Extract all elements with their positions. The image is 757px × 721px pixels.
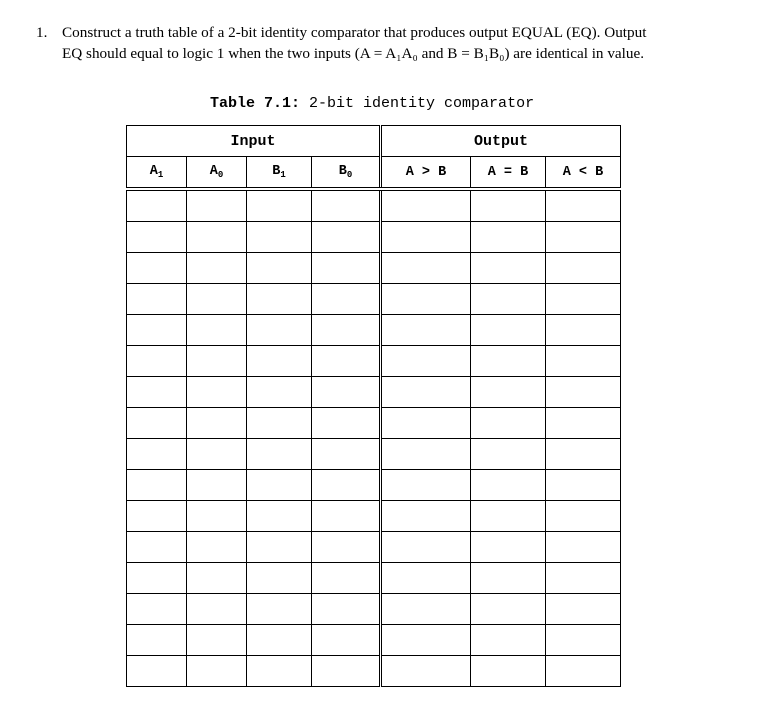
column-header-label: A < B [562, 164, 604, 180]
input-group-header: Input [127, 126, 381, 157]
table-cell[interactable] [247, 253, 312, 284]
table-cell[interactable] [127, 563, 187, 594]
table-cell[interactable] [187, 439, 247, 470]
table-cell[interactable] [312, 377, 381, 408]
table-cell[interactable] [247, 189, 312, 222]
table-cell[interactable] [127, 346, 187, 377]
column-header [247, 157, 312, 190]
table-cell[interactable] [187, 532, 247, 563]
table-cell[interactable] [247, 594, 312, 625]
column-header-subscript: 0 [217, 170, 224, 180]
table-cell[interactable] [247, 439, 312, 470]
table-row [127, 315, 621, 346]
table-cell[interactable] [312, 594, 381, 625]
table-row [127, 470, 621, 501]
table-row [127, 408, 621, 439]
table-cell[interactable] [471, 594, 546, 625]
table-cell[interactable] [471, 222, 546, 253]
table-cell[interactable] [312, 439, 381, 470]
table-cell[interactable] [247, 625, 312, 656]
table-row [127, 439, 621, 470]
table-cell[interactable] [127, 377, 187, 408]
table-cell[interactable] [381, 656, 471, 687]
table-caption-text: 2-bit identity comparator [309, 95, 535, 112]
table-cell[interactable] [471, 377, 546, 408]
table-cell[interactable] [312, 625, 381, 656]
question-number: 1. [36, 24, 48, 41]
table-row [127, 656, 621, 687]
table-cell[interactable] [471, 346, 546, 377]
table-row [127, 501, 621, 532]
table-cell[interactable] [546, 377, 621, 408]
table-cell[interactable] [471, 501, 546, 532]
column-header-label: A = B [487, 164, 529, 180]
column-header-subscript: 1 [157, 170, 164, 180]
table-caption [210, 95, 534, 112]
table-cell[interactable] [127, 408, 187, 439]
column-header-label: A [209, 164, 218, 179]
table-caption-label: Table 7.1: [210, 95, 301, 112]
table-cell[interactable] [312, 408, 381, 439]
table-cell[interactable] [127, 222, 187, 253]
table-cell[interactable] [381, 501, 471, 532]
table-cell[interactable] [471, 315, 546, 346]
table-cell[interactable] [187, 189, 247, 222]
table-cell[interactable] [247, 222, 312, 253]
table-cell[interactable] [127, 315, 187, 346]
table-cell[interactable] [127, 625, 187, 656]
table-cell[interactable] [546, 222, 621, 253]
table-cell[interactable] [381, 625, 471, 656]
table-cell[interactable] [381, 253, 471, 284]
table-cell[interactable] [381, 315, 471, 346]
table-cell[interactable] [546, 563, 621, 594]
table-cell[interactable] [471, 470, 546, 501]
table-cell[interactable] [187, 501, 247, 532]
table-cell[interactable] [187, 408, 247, 439]
table-cell[interactable] [471, 439, 546, 470]
table-cell[interactable] [247, 656, 312, 687]
table-row [127, 625, 621, 656]
table-cell[interactable] [546, 189, 621, 222]
table-cell[interactable] [381, 346, 471, 377]
table-cell[interactable] [312, 189, 381, 222]
table-row [127, 253, 621, 284]
table-cell[interactable] [312, 284, 381, 315]
table-cell[interactable] [381, 563, 471, 594]
table-row [127, 377, 621, 408]
table-cell[interactable] [381, 532, 471, 563]
table-row [127, 594, 621, 625]
table-cell[interactable] [381, 284, 471, 315]
table-cell[interactable] [546, 594, 621, 625]
table-cell[interactable] [471, 656, 546, 687]
table-cell[interactable] [381, 470, 471, 501]
table-cell[interactable] [247, 408, 312, 439]
table-cell[interactable] [312, 315, 381, 346]
table-cell[interactable] [381, 377, 471, 408]
table-cell[interactable] [187, 253, 247, 284]
table-cell[interactable] [546, 501, 621, 532]
column-header [187, 157, 247, 190]
question-text [62, 22, 732, 64]
table-cell[interactable] [187, 563, 247, 594]
table-cell[interactable] [312, 222, 381, 253]
table-cell[interactable] [127, 253, 187, 284]
table-cell[interactable] [471, 625, 546, 656]
table-cell[interactable] [546, 470, 621, 501]
column-header [546, 157, 621, 190]
table-cell[interactable] [546, 408, 621, 439]
column-header [381, 157, 471, 190]
table-cell[interactable] [247, 315, 312, 346]
table-cell[interactable] [187, 377, 247, 408]
column-header-label: A [149, 164, 158, 179]
table-cell[interactable] [546, 625, 621, 656]
table-cell[interactable] [127, 656, 187, 687]
table-cell[interactable] [546, 439, 621, 470]
table-cell[interactable] [247, 346, 312, 377]
table-cell[interactable] [471, 253, 546, 284]
table-cell[interactable] [127, 439, 187, 470]
table-cell[interactable] [187, 346, 247, 377]
truth-table [126, 125, 621, 687]
table-cell[interactable] [471, 189, 546, 222]
table-cell[interactable] [127, 594, 187, 625]
table-cell[interactable] [247, 377, 312, 408]
table-cell[interactable] [471, 284, 546, 315]
table-cell[interactable] [247, 284, 312, 315]
table-cell[interactable] [127, 470, 187, 501]
table-cell[interactable] [127, 501, 187, 532]
table-cell[interactable] [381, 222, 471, 253]
table-cell[interactable] [312, 470, 381, 501]
table-cell[interactable] [247, 563, 312, 594]
question-line-2: EQ should equal to logic 1 when the two inputs (A = A₁A₀ and B = B₁B₀) are identical in value. [62, 45, 645, 62]
table-cell[interactable] [187, 470, 247, 501]
table-cell[interactable] [381, 439, 471, 470]
column-header-label: B [338, 164, 347, 179]
table-cell[interactable] [381, 594, 471, 625]
table-cell[interactable] [247, 470, 312, 501]
table-cell[interactable] [312, 563, 381, 594]
table-cell[interactable] [187, 315, 247, 346]
table-cell[interactable] [187, 284, 247, 315]
table-cell[interactable] [187, 656, 247, 687]
table-cell[interactable] [127, 284, 187, 315]
table-row [127, 284, 621, 315]
table-cell[interactable] [546, 315, 621, 346]
column-header-subscript: 1 [280, 170, 286, 180]
table-row [127, 222, 621, 253]
output-group-header: Output [381, 126, 621, 157]
table-cell[interactable] [312, 532, 381, 563]
table-cell[interactable] [247, 532, 312, 563]
table-row [127, 532, 621, 563]
question-line-1: Construct a truth table of a 2-bit identity comparator that produces output EQUAL (EQ). Output [62, 24, 647, 41]
table-cell[interactable] [546, 253, 621, 284]
table-row [127, 346, 621, 377]
table-row [127, 563, 621, 594]
table-cell[interactable] [187, 222, 247, 253]
column-header [127, 157, 187, 190]
table-cell[interactable] [546, 532, 621, 563]
table-row [127, 189, 621, 222]
table-cell[interactable] [546, 346, 621, 377]
table-cell[interactable] [187, 594, 247, 625]
table-cell[interactable] [546, 284, 621, 315]
table-cell[interactable] [471, 408, 546, 439]
column-header-subscript: 0 [346, 170, 353, 180]
table-cell[interactable] [312, 501, 381, 532]
column-header [312, 157, 381, 190]
table-cell[interactable] [127, 189, 187, 222]
column-header [471, 157, 546, 190]
table-cell[interactable] [471, 563, 546, 594]
table-cell[interactable] [312, 346, 381, 377]
table-cell[interactable] [247, 501, 312, 532]
table-cell[interactable] [381, 408, 471, 439]
table-cell[interactable] [471, 532, 546, 563]
column-header-label: A > B [405, 164, 447, 180]
table-cell[interactable] [381, 189, 471, 222]
table-cell[interactable] [312, 656, 381, 687]
table-cell[interactable] [312, 253, 381, 284]
table-cell[interactable] [187, 625, 247, 656]
column-header-label: B [272, 164, 281, 179]
table-cell[interactable] [546, 656, 621, 687]
table-cell[interactable] [127, 532, 187, 563]
